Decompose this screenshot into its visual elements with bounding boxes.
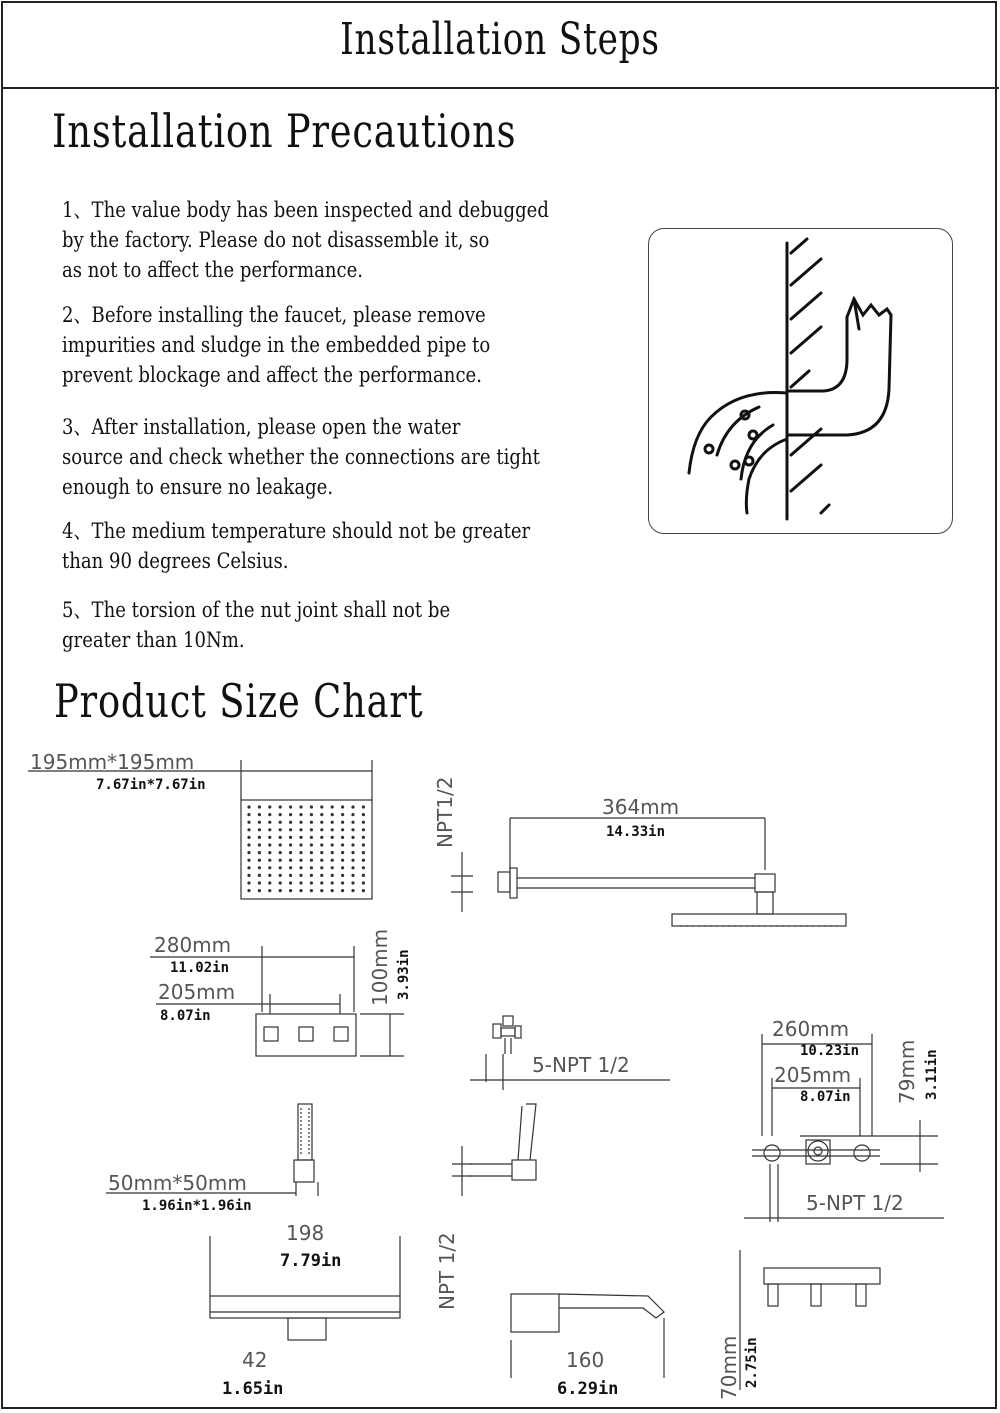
valve-width-mm: 260mm xyxy=(772,1017,850,1041)
spout-length-mm: 160 xyxy=(566,1348,605,1372)
size-chart-heading: Product Size Chart xyxy=(54,674,424,728)
precautions-heading: Installation Precautions xyxy=(52,104,517,158)
page-title: Installation Steps xyxy=(340,14,660,65)
valve-side-height-in: 2.75in xyxy=(744,1337,760,1388)
arm-npt-label: NPT1/2 xyxy=(433,776,457,848)
precaution-item-3: 3、After installation, please open the water source and check whether the connections are tight enough to ensure no leakage. xyxy=(62,415,540,499)
hand-shower-size-mm: 50mm*50mm xyxy=(108,1171,247,1195)
valve-spacing-in: 8.07in xyxy=(800,1089,851,1105)
precaution-item-2: 2、Before installing the faucet, please remove impurities and sludge in the embedded pipe to prevent blockage and affect the performance. xyxy=(62,303,491,387)
spout-depth-in: 1.65in xyxy=(222,1379,284,1399)
valve-npt: 5-NPT 1/2 xyxy=(806,1191,904,1215)
panel-width-in: 11.02in xyxy=(170,960,230,976)
spout-depth-mm: 42 xyxy=(242,1348,268,1372)
valve-width-in: 10.23in xyxy=(800,1043,860,1059)
spout-length-in: 6.29in xyxy=(557,1379,619,1399)
spout-width-mm: 198 xyxy=(286,1221,325,1245)
small-valve-npt: 5-NPT 1/2 xyxy=(532,1053,630,1077)
arm-length-in: 14.33in xyxy=(606,824,666,840)
panel-spacing-in: 8.07in xyxy=(160,1008,211,1024)
arm-length-mm: 364mm xyxy=(602,795,680,819)
precaution-item-4: 4、The medium temperature should not be greater than 90 degrees Celsius. xyxy=(62,519,531,573)
hand-shower-size-in: 1.96in*1.96in xyxy=(142,1198,252,1214)
panel-width-mm: 280mm xyxy=(154,933,232,957)
spout-width-in: 7.79in xyxy=(280,1251,342,1271)
hose-npt-label: NPT 1/2 xyxy=(435,1232,459,1310)
valve-spacing-mm: 205mm xyxy=(774,1063,852,1087)
pipe-wall-icon xyxy=(649,229,952,533)
shower-head-size-in: 7.67in*7.67in xyxy=(96,777,206,793)
panel-height-mm: 100mm xyxy=(368,928,392,1006)
shower-head-size-mm: 195mm*195mm xyxy=(30,750,195,774)
precaution-item-1: 1、The value body has been inspected and debugged by the factory. Please do not disassemble it, so as not to affect the performance. xyxy=(62,198,549,282)
embedded-pipe-illustration xyxy=(648,228,953,534)
valve-height-mm: 79mm xyxy=(895,1039,919,1104)
valve-height-in: 3.11in xyxy=(924,1049,940,1100)
panel-spacing-mm: 205mm xyxy=(158,980,236,1004)
valve-side-height-mm: 70mm xyxy=(717,1335,741,1400)
precaution-item-5: 5、The torsion of the nut joint shall not be greater than 10Nm. xyxy=(62,598,451,652)
panel-height-in: 3.93in xyxy=(396,949,412,1000)
